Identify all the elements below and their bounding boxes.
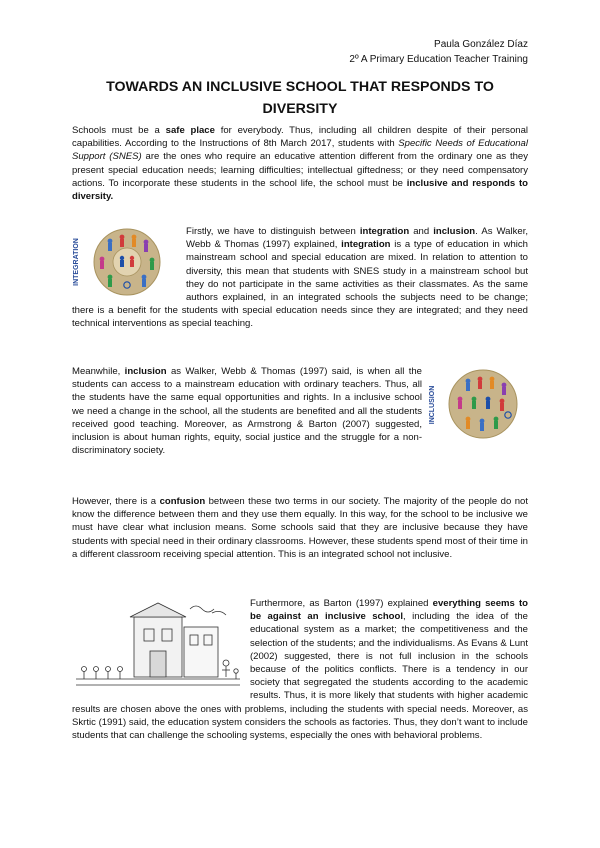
paragraph-integration: INTEGRATION Firstly, we have to distinguish between integration and inclusion. As Walker, Webb & Thomas (1997) explained, integration is a type of education in which mainstream school and special education are mixed. In relation to attention to diversity, this mean that students with SNES study in a mainstream school but they do not participate in the same activities as their classmates. As the same authors explained, in an integrated schools the subjects need to be change; there is a benefit for the students with special education needs since they are integrated; and they need technical interventions as special teaching. [72, 226, 529, 330]
integration-label: INTEGRATION [73, 238, 80, 286]
paragraph-confusion: However, there is a confusion between these two terms in our society. The majority of the people do not know the difference between them and they use them equally. In this way, for the school to be inclusive we must have clear what inclusion means. Some schools said that they are inclusive because they have students with special need in their ordinary classrooms. However, these students spend most of their time in a different classroom receiving special attention. This is an integrated school not inclusive. [72, 496, 528, 560]
factory-cartoon-illustration [72, 599, 244, 694]
author-name: Paula González Díaz [434, 39, 528, 50]
paragraph-against-inclusion: Furthermore, as Barton (1997) explained everything seems to be against an inclusive school, including the idea of the educational system as a market; the competitiveness and the selection of the students; and the individualisms. As Evans & Lunt (2002) suggested, there is not full inclusion in the schools because of the politics conflicts. There is a tendency in our society that segregated the students according to the academic results. Thus, it is more likely that students with higher academic results are chosen above the ones with problems, including the students with special needs. Moreover, as Skrtic (1991) said, the education system considers the schools as factories. Thus, they don’t want to include students that can challenge the schooling systems, especially the ones with behavioral problems. [72, 598, 528, 742]
title-line-2: DIVERSITY [262, 101, 338, 117]
inclusion-illustration [428, 367, 528, 442]
page-title [72, 76, 528, 120]
title-line-1: TOWARDS AN INCLUSIVE SCHOOL THAT RESPONDS TO [106, 79, 494, 95]
inclusion-label: INCLUSION [429, 385, 436, 425]
integration-illustration [72, 227, 180, 297]
author-block [349, 37, 528, 67]
paragraph-intro: Schools must be a safe place for everybody. Thus, including all children despite of their personal capabilities. According to the Instructions of 8th March 2017, students with Specific Needs of Educational Support (SNES) are the ones who require an educative attention different from the ordinary one as they present special education needs; learning difficulties; intellectual giftedness; or they need compensatory actions. To incorporate these students in the school life, the school must be inclusive and responds to diversity. [72, 125, 529, 203]
author-course: 2º A Primary Education Teacher Training [349, 54, 528, 65]
paragraph-inclusion: INCLUSION Meanwhile, inclusion as Walker, Webb & Thomas (1997) said, is when all the students can access to a mainstream education with ordinary teachers. Thus, all the students have the same equal opportunities and rights. In a inclusive school we need a change in the school, all the students are benefited and all the students received good teaching. Moreover, as Armstrong & Barton (2007) suggested, inclusion is about human rights, equity, social justice and the struggle for a non-discriminatory society. [72, 365, 528, 457]
